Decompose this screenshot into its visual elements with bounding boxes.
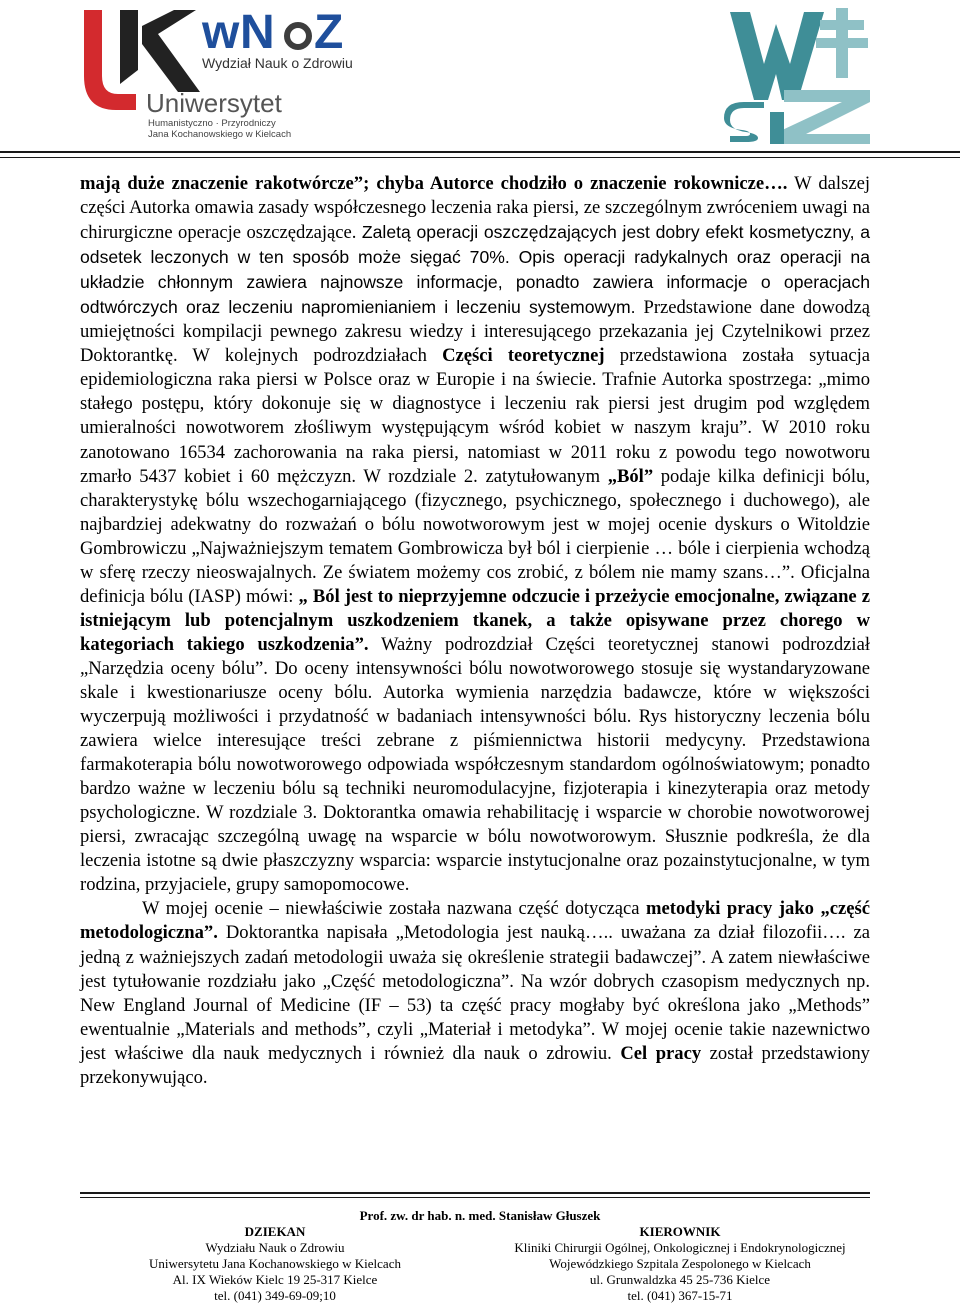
footer-dean-line3: Al. IX Wieków Kielc 19 25-317 Kielce (172, 1272, 378, 1287)
p1-s6: przedstawiona została sytuacja epidemiologiczna raka piersi w Polsce oraz w Europie i na świecie. Trafnie Autorka spostrzega: „mimo stałego postępu, który dokonuje się w diagnostyce i leczeniu rak piersi jest drugim pod względem umieralności nowotworem złośliwym występującym wśród kobiet w naszym kraju”. W 2010 roku zanotowano 16534 zachorowania na raka piersi, natomiast w 2011 roku z powodu tego nowotworu zmarło 5437 kobiet i 60 mężczyzn. W rozdziale 2. zatytułowanym (80, 345, 871, 487)
header-rule-thin (0, 157, 960, 158)
uni-line3: Jana Kochanowskiego w Kielcach (148, 129, 292, 140)
header-rule (0, 151, 960, 153)
footer-rule-thin (80, 1197, 870, 1198)
document-body (80, 172, 870, 1090)
p2-s4: Cel pracy (620, 1042, 702, 1064)
svg-text:Z: Z (314, 6, 344, 59)
svg-text:w: w (202, 6, 241, 59)
uni-line2: Humanistyczno · Przyrodniczy (148, 118, 276, 129)
footer-head-line1: Kliniki Chirurgii Ogólnej, Onkologicznej i Endokrynologicznej (514, 1240, 846, 1255)
footer-dean-title: DZIEKAN (244, 1224, 306, 1239)
footer-dean-line2: Uniwersytetu Jana Kochanowskiego w Kielcach (149, 1256, 401, 1271)
footer-head-line4: tel. (041) 367-15-71 (627, 1288, 733, 1303)
uni-name: Uniwersytet (146, 88, 282, 118)
footer-dean-line4: tel. (041) 349-69-09;10 (214, 1288, 336, 1303)
footer-dean-line1: Wydziału Nauk o Zdrowiu (205, 1240, 345, 1255)
footer-dean-block (110, 1224, 440, 1304)
p1-s5: Części teoretycznej (442, 345, 605, 367)
footer-rule (80, 1192, 870, 1194)
p1-s2: W dalszej części Autorka omawia zasady współczesnego leczenia raka piersi, ze szczególnym zwróceniem uwagi na chirurgiczne operacje oszczędzające. (80, 173, 870, 244)
p2-s5: został przedstawiony przekonywująco. (80, 1042, 870, 1088)
footer-author: Prof. zw. dr hab. n. med. Stanisław Głuszek (359, 1208, 601, 1223)
page-header (0, 0, 960, 160)
p2-s3: Doktorantka napisała „Metodologia jest nauką….. uważana za dział filozofii…. za jedną z ważniejszych zadań metodologii uważa się określenie strategii badawczej”. A zatem niewłaściwe jest tytułowanie rozdziału jako „Część metodologiczna”. Na wzór dobrych czasopism medycznych np. New England Journal of Medicine (IF – 53) ta część pracy mogłaby być określona jako „Methods” ewentualnie „Materials and methods”, czyli „Materiał i metodyka”. W mojej ocenie takie nazewnictwo jest właściwe dla nauk medycznych i również dla nauk o zdrowiu. (80, 922, 870, 1064)
p1-s9: „ Ból jest to nieprzyjemne odczucie i przeżycie emocjonalne, związane z istniejącym lub potencjalnym uszkodzeniem tkanek, a także opisywane przez chorego w kategoriach takiego uszkodzenia”. (80, 585, 870, 655)
p1-s1: mają duże znaczenie rakotwórcze”; chyba Autorce chodziło o znaczenie rokownicze…. (80, 173, 788, 194)
wnoz-wordmark: Wydział Nauk o Zdrowiu (202, 55, 353, 71)
p2-s1: W mojej ocenie – niewłaściwie została nazwana część dotycząca (142, 898, 647, 920)
p1-s4: Przedstawione dane dowodzą umiejętności kompilacji pewnego zakresu wiedzy i interesującego przekazania jej Czytelnikowi przez Doktorantkę. W kolejnych podrozdziałach (80, 297, 870, 367)
paragraph-2 (80, 897, 870, 1089)
svg-text:N: N (240, 6, 275, 59)
p1-s8: podaje kilka definicji bólu, charakterystykę bólu wszechogarniającego (fizycznego, psychicznego, społecznego i duchowego), ale najbardziej adekwatny do rozważań o bólu nowotworowym jest w mojej ocenie dyskurs o Witoldzie Gombrowiczu „Najważniejszym tematem Gombrowicza był ból i cierpienie … bóle i cierpienia wchodzą w sferę rzeczy nieoswajalnych. Ze światem możemy cos zrobić, z bólem nie mamy szans…”. Oficjalna definicja bólu (IASP) mówi: (80, 465, 870, 607)
ujk-k-mark (142, 10, 200, 92)
p1-s7: „Ból” (607, 465, 654, 487)
footer-head-line3: ul. Grunwaldzka 45 25-736 Kielce (589, 1272, 771, 1287)
wszz-hospital-logo (724, 4, 874, 144)
p1-s10: Ważny podrozdział Części teoretycznej stanowi podrozdział „Narzędzia oceny bólu”. Do oceny intensywności bólu nowotworowego stosuje się wystandaryzowane skale i kwestionariusze oceny bólu. Autorka wymienia narzędzia badawcze, które w większości wyczerpują możliwości i przydatność w badaniach intensywności bólu. Rys historyczny leczenia bólu zawiera wielce interesujące treści zebrane z piśmiennictwa historii medycyny. Przedstawiona farmakoterapia bólu nowotworowego odpowiada współczesnym standardom ogólnoświatowym; ponadto bardzo ważne w leczeniu bólu są techniki neuromodulacyjne, fizjoterapia i kinezyterapia oraz metody psychologiczne. W rozdziale 3. Doktorantka omawia rehabilitację i wsparcie w chorobie nowotworowej piersi, zwracając szczególną uwagę na wsparcie w bólu nowotworowym. Słusznie podkreśla, że dla leczenia istotne są dwie płaszczyzny wsparcia: wsparcie instytucjonalne oraz pozainstytucjonalne, w tym rodzina, przyjaciele, grupy samopomocowe. (80, 633, 870, 896)
p2-s2: metodyki pracy jako „część metodologiczna”. (80, 898, 870, 944)
ujk-wnoz-logo (76, 4, 386, 144)
footer-head-line2: Wojewódzkiego Szpitala Zespolonego w Kielcach (549, 1256, 811, 1271)
paragraph-1 (80, 172, 870, 897)
ujk-j-mark (120, 10, 138, 84)
footer-head-block (470, 1224, 890, 1304)
p1-s3: Zaletą operacji oszczędzających jest dobry efekt kosmetyczny, a odsetek leczonych w ten sposób może sięgać 70%. Opis operacji radykalnych oraz operacji na układzie chłonnym zawiera najnowsze informacje, ponadto zawiera informacje o operacjach odtwórczych oraz leczeniu napromienianiem i leczeniu systemowym. (80, 222, 870, 318)
footer-head-title: KIEROWNIK (639, 1224, 721, 1239)
